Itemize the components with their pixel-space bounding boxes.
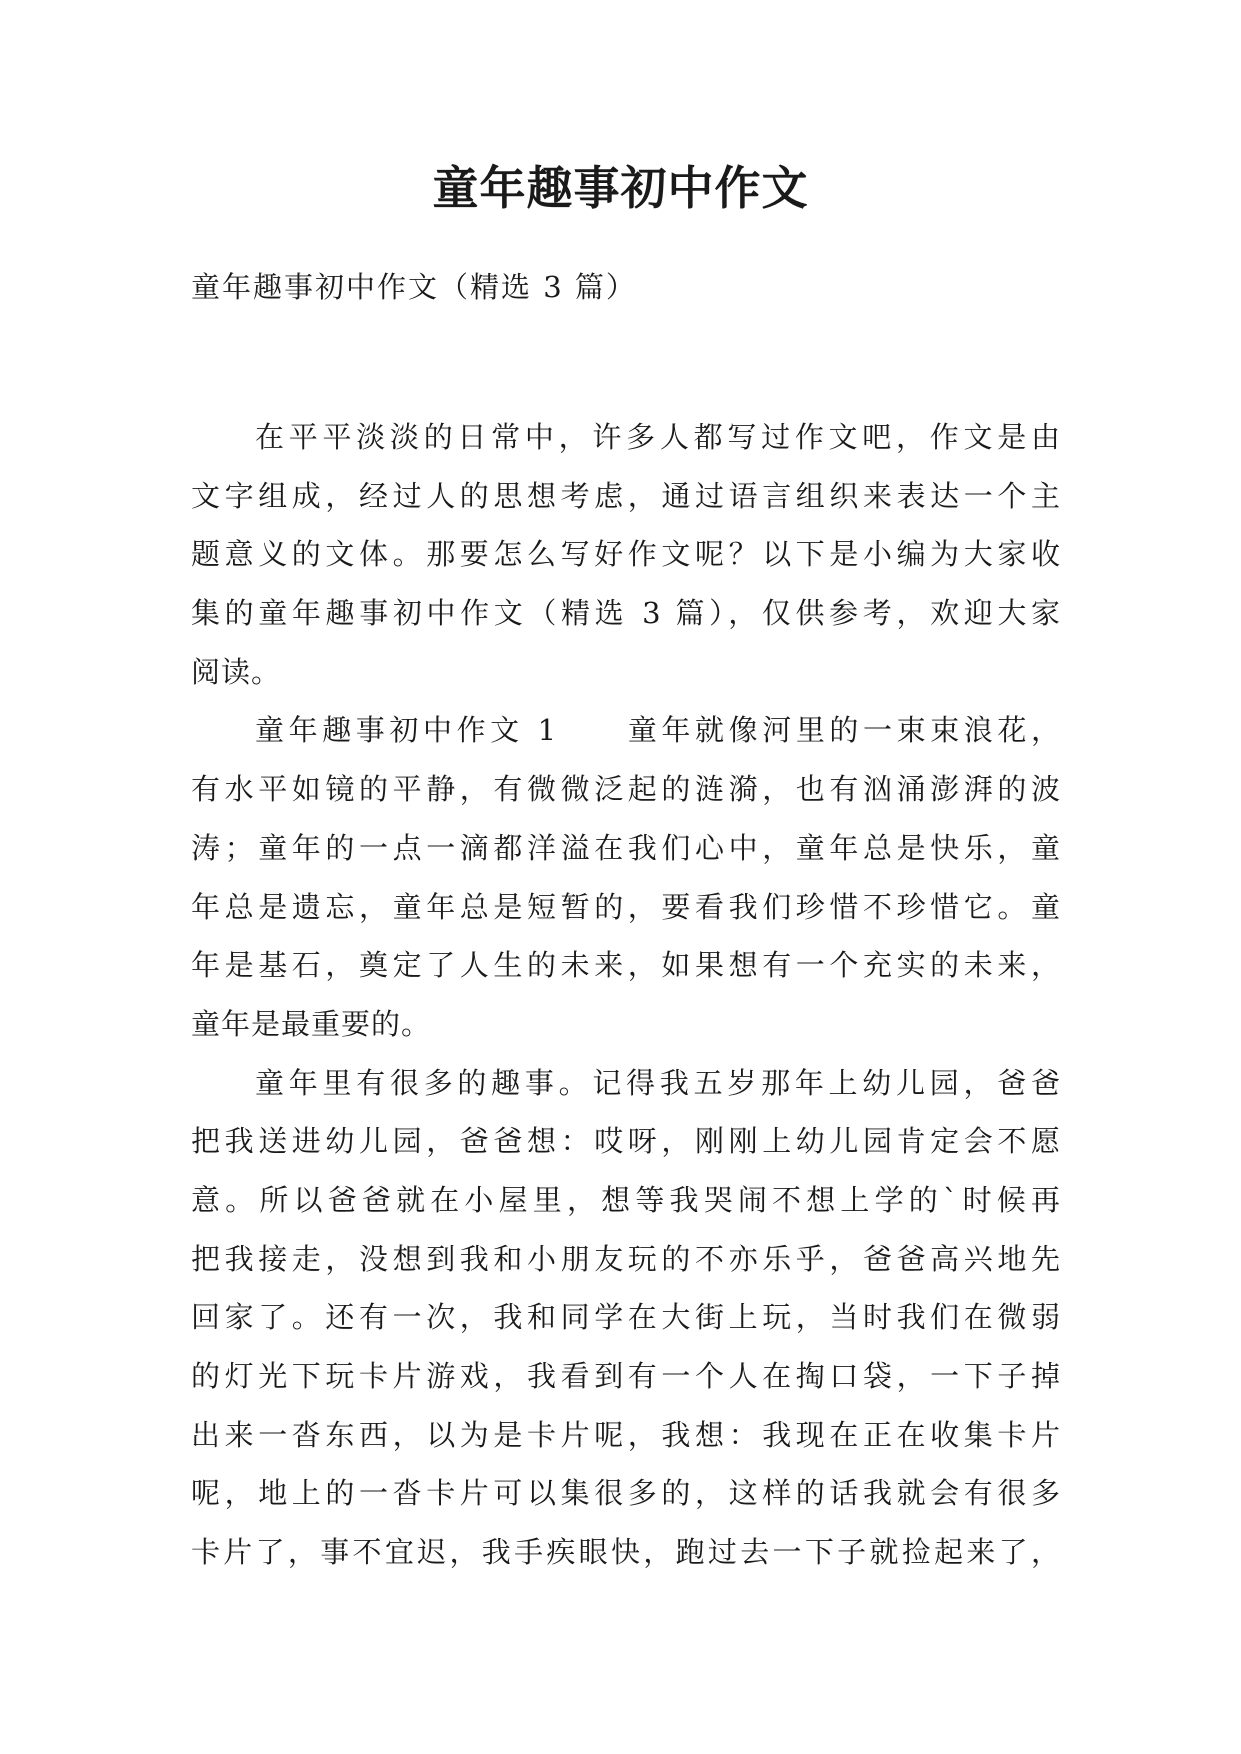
text-line: 题意义的文体。那要怎么写好作文呢？以下是小编为大家收: [191, 537, 1061, 572]
text-line: 意。所以爸爸就在小屋里，想等我哭闹不想上学的`时候再: [191, 1182, 1061, 1217]
text-line: 的灯光下玩卡片游戏，我看到有一个人在掏口袋，一下子掉: [191, 1359, 1061, 1393]
text-line: 把我送进幼儿园，爸爸想：哎呀，刚刚上幼儿园肯定会不愿: [191, 1124, 1061, 1159]
document-subtitle: 童年趣事初中作文（精选 3 篇）: [191, 270, 637, 304]
text-line: 童年趣事初中作文 1 童年就像河里的一束束浪花，: [255, 713, 1061, 748]
text-line: 文字组成，经过人的思想考虑，通过语言组织来表达一个主: [191, 478, 1061, 513]
text-line: 把我接走，没想到我和小朋友玩的不亦乐乎，爸爸高兴地先: [191, 1241, 1061, 1276]
document-body: [191, 408, 1061, 1582]
text-line: 涛；童年的一点一滴都洋溢在我们心中，童年总是快乐，童: [191, 830, 1061, 865]
text-line: 年是基石，奠定了人生的未来，如果想有一个充实的未来，: [191, 948, 1061, 983]
text-line: 在平平淡淡的日常中，许多人都写过作文吧，作文是由: [255, 420, 1061, 454]
text-line: 童年是最重要的。: [191, 1006, 432, 1041]
text-line: 呢，地上的一沓卡片可以集很多的，这样的话我就会有很多: [191, 1476, 1061, 1511]
text-line: 回家了。还有一次，我和同学在大街上玩，当时我们在微弱: [191, 1300, 1061, 1335]
text-line: 有水平如镜的平静，有微微泛起的涟漪，也有汹涌澎湃的波: [191, 772, 1061, 807]
text-line: 出来一沓东西，以为是卡片呢，我想：我现在正在收集卡片: [191, 1417, 1061, 1452]
text-line: 年总是遗忘，童年总是短暂的，要看我们珍惜不珍惜它。童: [191, 889, 1061, 924]
text-line: 卡片了，事不宜迟，我手疾眼快，跑过去一下子就捡起来了，: [191, 1535, 1061, 1570]
text-line: 集的童年趣事初中作文（精选 3 篇），仅供参考，欢迎大家: [191, 596, 1061, 631]
text-line: 阅读。: [191, 654, 282, 689]
text-line: 童年里有很多的趣事。记得我五岁那年上幼儿园，爸爸: [255, 1065, 1061, 1100]
document-title: 童年趣事初中作文: [432, 161, 809, 215]
